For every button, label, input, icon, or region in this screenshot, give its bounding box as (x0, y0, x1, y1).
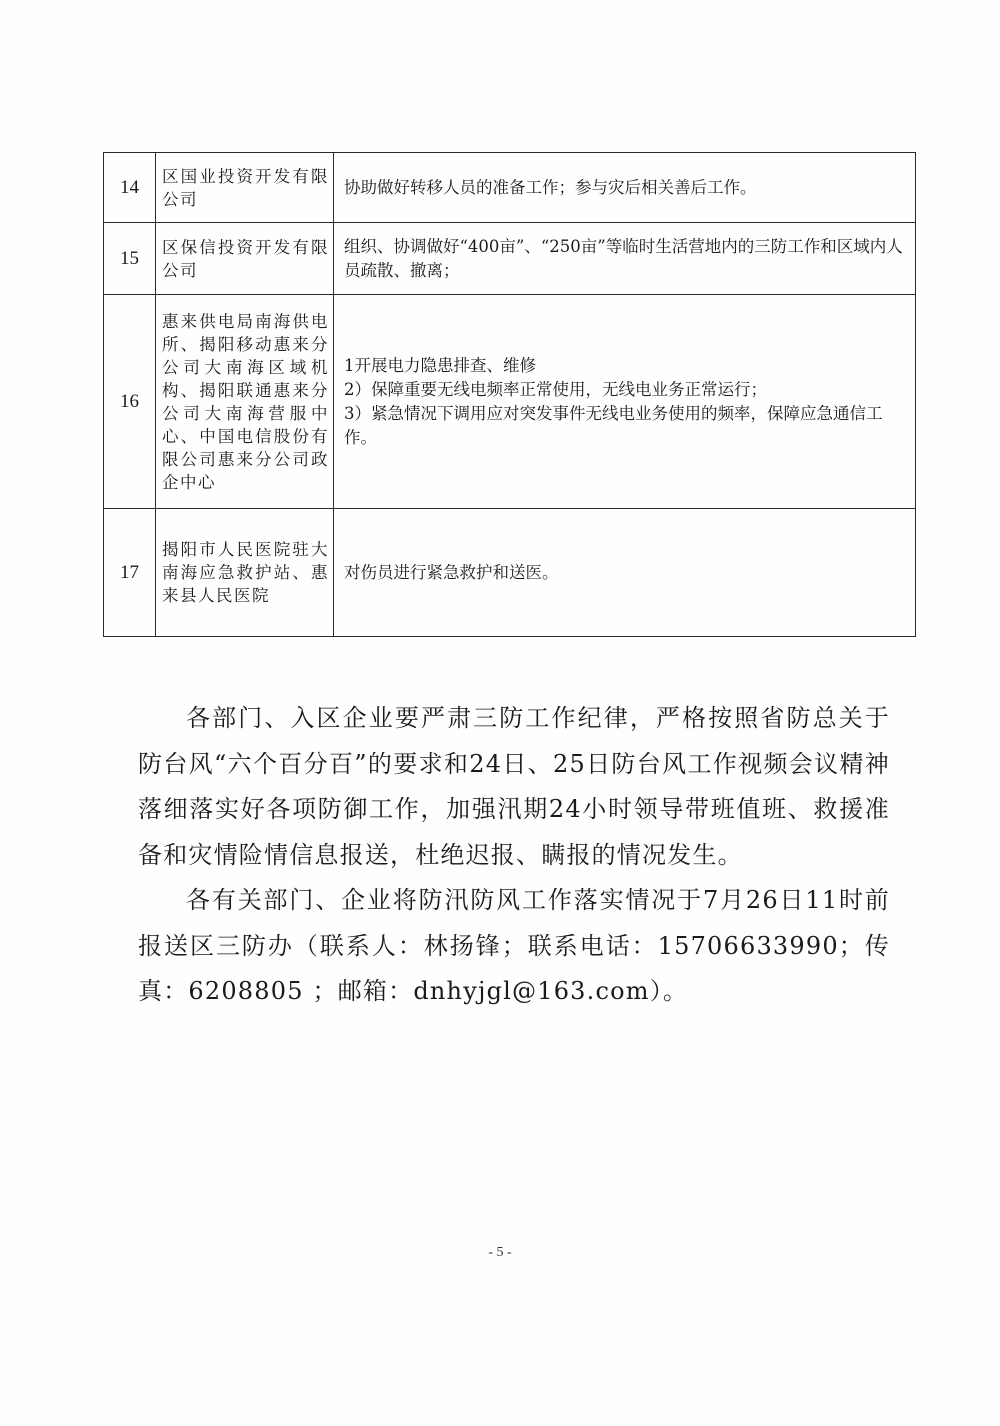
task-line: 2）保障重要无线电频率正常使用，无线电业务正常运行； (344, 379, 767, 399)
table-row (104, 153, 916, 223)
row-number: 16 (104, 295, 156, 509)
row-number: 17 (104, 509, 156, 637)
task-description (334, 295, 916, 509)
task-description (334, 153, 916, 223)
organization-name: 惠来供电局南海供电所、揭阳移动惠来分公司大南海区域机构、揭阳联通惠来分公司大南海营服中心、中国电信股份有限公司惠来分公司政企中心 (156, 295, 334, 509)
task-line: 协助做好转移人员的准备工作；参与灾后相关善后工作。 (344, 177, 757, 197)
page-number: - 5 - (488, 1245, 512, 1260)
table-row (104, 295, 916, 509)
reporting-paragraph: 各有关部门、企业将防汛防风工作落实情况于7月26日11时前报送区三防办（联系人：林扬锋；联系电话：15706633990；传真：6208805 ；邮箱：dnhyjgl@163.com）。 (138, 886, 890, 1005)
task-description (334, 509, 916, 637)
discipline-paragraph: 各部门、入区企业要严肃三防工作纪律，严格按照省防总关于防台风“六个百分百”的要求和24日、25日防台风工作视频会议精神落细落实好各项防御工作，加强汛期24小时领导带班值班、救援准备和灾情险情信息报送，杜绝迟报、瞒报的情况发生。 (138, 704, 890, 869)
table-row (104, 509, 916, 637)
organization-name: 区保信投资开发有限公司 (156, 223, 334, 295)
organization-name: 区国业投资开发有限公司 (156, 153, 334, 223)
task-line: 组织、协调做好“400亩”、“250亩”等临时生活营地内的三防工作和区域内人员疏散、撤离； (344, 236, 903, 280)
task-line: 对伤员进行紧急救护和送医。 (344, 562, 559, 582)
task-line: 1开展电力隐患排查、维修 (344, 355, 536, 375)
responsibility-table (103, 152, 916, 637)
row-number: 15 (104, 223, 156, 295)
task-line: 3）紧急情况下调用应对突发事件无线电业务使用的频率，保障应急通信工作。 (344, 403, 883, 447)
row-number: 14 (104, 153, 156, 223)
task-description (334, 223, 916, 295)
table-row (104, 223, 916, 295)
body-text (138, 696, 890, 1015)
organization-name: 揭阳市人民医院驻大南海应急救护站、惠来县人民医院 (156, 509, 334, 637)
